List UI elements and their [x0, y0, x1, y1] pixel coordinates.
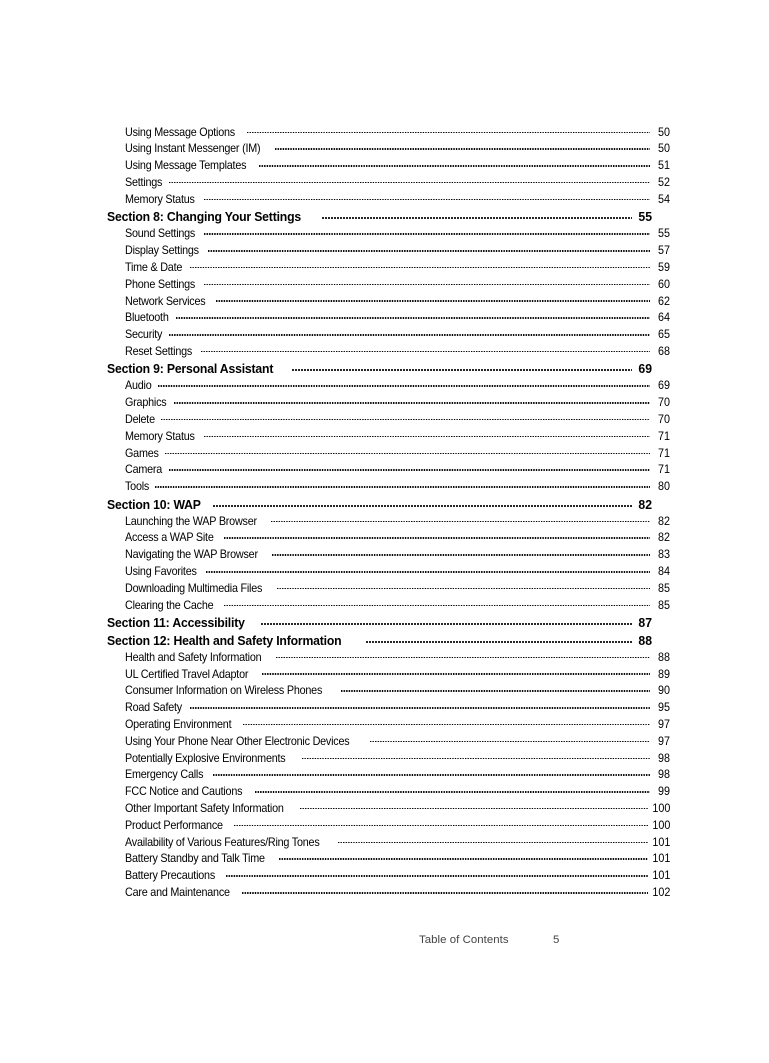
- toc-entry-page-number: 83: [657, 548, 670, 562]
- dot-leader: [204, 276, 650, 288]
- toc-entry-row[interactable]: [107, 530, 670, 547]
- toc-entry-page-number: 98: [657, 751, 670, 765]
- toc-entry-row[interactable]: [107, 445, 670, 462]
- toc-entry-row[interactable]: [107, 834, 670, 851]
- toc-entry-row[interactable]: [107, 716, 670, 733]
- toc-entry-label: Consumer Information on Wireless Phones: [125, 684, 323, 698]
- toc-entry-page-number: 70: [657, 412, 670, 426]
- toc-entry-row[interactable]: [107, 750, 670, 767]
- toc-entry-label: Navigating the WAP Browser: [125, 548, 258, 562]
- toc-entry-label: Operating Environment: [125, 717, 232, 731]
- toc-entry-label: Using Message Options: [125, 125, 235, 139]
- toc-entry-row[interactable]: [107, 884, 670, 901]
- toc-entry-page-number: 54: [657, 192, 670, 206]
- toc-entry-page-number: 95: [657, 701, 670, 715]
- toc-entry-label: Network Services: [125, 294, 206, 308]
- toc-entry-label: Section 8: Changing Your Settings: [107, 209, 302, 225]
- toc-entry-page-number: 84: [657, 565, 670, 579]
- toc-entry-page-number: 64: [657, 311, 670, 325]
- toc-entry-row[interactable]: [107, 683, 670, 700]
- dot-leader: [204, 226, 650, 238]
- toc-entry-label: Bluetooth: [125, 311, 169, 325]
- toc-entry-page-number: 88: [638, 632, 652, 648]
- dot-leader: [292, 360, 632, 373]
- toc-entry-page-number: 68: [657, 344, 670, 358]
- dot-leader: [243, 716, 650, 728]
- toc-entry-label: Display Settings: [125, 244, 199, 258]
- dot-leader: [174, 395, 650, 407]
- dot-leader: [169, 462, 650, 474]
- toc-entry-page-number: 55: [657, 227, 670, 241]
- toc-entry-row[interactable]: [107, 513, 670, 530]
- toc-entry-row[interactable]: [107, 310, 670, 327]
- footer-page-number: 5: [553, 934, 560, 946]
- toc-entry-label: Security: [125, 328, 163, 342]
- dot-leader: [169, 174, 650, 186]
- toc-entry-row[interactable]: [107, 733, 670, 750]
- toc-entry-page-number: 90: [657, 684, 670, 698]
- page-footer: [0, 934, 769, 954]
- toc-entry-label: Using Message Templates: [125, 159, 247, 173]
- dot-leader: [165, 445, 650, 457]
- dot-leader: [261, 614, 632, 627]
- toc-entry-page-number: 70: [657, 396, 670, 410]
- toc-entry-row[interactable]: [107, 327, 670, 344]
- toc-entry-row[interactable]: [107, 800, 670, 817]
- toc-entry-label: Access a WAP Site: [125, 531, 214, 545]
- toc-entry-label: Audio: [125, 379, 152, 393]
- toc-section-row[interactable]: [107, 632, 652, 650]
- dot-leader: [271, 513, 650, 525]
- toc-entry-page-number: 89: [657, 667, 670, 681]
- toc-entry-page-number: 60: [657, 277, 670, 291]
- toc-entry-row[interactable]: [107, 395, 670, 412]
- dot-leader: [300, 800, 648, 812]
- dot-leader: [272, 547, 650, 559]
- toc-entry-label: Section 9: Personal Assistant: [107, 361, 274, 377]
- toc-entry-label: Phone Settings: [125, 277, 196, 291]
- dot-leader: [204, 428, 650, 440]
- toc-entry-row[interactable]: [107, 343, 670, 360]
- toc-entry-page-number: 98: [657, 768, 670, 782]
- toc-entry-label: Downloading Multimedia Files: [125, 581, 263, 595]
- toc-entry-label: Other Important Safety Information: [125, 802, 284, 815]
- toc-entry-page-number: 82: [657, 531, 670, 545]
- toc-entry-label: Delete: [125, 412, 155, 426]
- toc-entry-label: Emergency Calls: [125, 768, 204, 782]
- dot-leader: [370, 733, 650, 745]
- toc-entry-label: Tools: [125, 480, 150, 494]
- toc-entry-page-number: 99: [657, 785, 670, 799]
- toc-entry-row[interactable]: [107, 700, 670, 717]
- dot-leader: [338, 834, 648, 846]
- toc-entry-row[interactable]: [107, 479, 670, 496]
- toc-entry-label: Availability of Various Features/Ring Tones: [125, 835, 320, 849]
- dot-leader: [216, 293, 651, 305]
- toc-entry-label: Settings: [125, 176, 163, 190]
- toc-entry-row[interactable]: [107, 226, 670, 243]
- toc-entry-label: Memory Status: [125, 429, 195, 443]
- toc-entry-label: Clearing the Cache: [125, 598, 214, 612]
- toc-entry-label: Graphics: [125, 396, 167, 410]
- toc-entry-row[interactable]: [107, 124, 670, 141]
- toc-entry-row[interactable]: [107, 851, 670, 868]
- toc-entry-row[interactable]: [107, 158, 670, 175]
- toc-entry-label: Camera: [125, 463, 163, 477]
- dot-leader: [176, 310, 650, 322]
- toc-entry-row[interactable]: [107, 563, 670, 580]
- toc-entry-page-number: 51: [657, 159, 670, 173]
- toc-entry-row[interactable]: [107, 868, 670, 885]
- toc-entry-label: Memory Status: [125, 192, 195, 206]
- dot-leader: [262, 666, 651, 678]
- dot-leader: [226, 868, 648, 880]
- dot-leader: [341, 683, 650, 695]
- toc-entry-page-number: 102: [652, 886, 670, 900]
- toc-entry-row[interactable]: [107, 784, 670, 801]
- toc-entry-page-number: 55: [638, 209, 652, 225]
- toc-entry-page-number: 97: [657, 734, 670, 748]
- toc-entry-page-number: 69: [638, 361, 652, 377]
- toc-entry-label: Games: [125, 446, 159, 460]
- toc-entry-row[interactable]: [107, 580, 670, 597]
- dot-leader: [201, 343, 650, 355]
- toc-entry-page-number: 100: [652, 802, 670, 815]
- toc-entry-row[interactable]: [107, 293, 670, 310]
- toc-entry-page-number: 65: [657, 328, 670, 342]
- toc-entry-row[interactable]: [107, 378, 670, 395]
- footer-title: Table of Contents: [419, 934, 509, 946]
- toc-entry-page-number: 87: [638, 615, 652, 631]
- toc-section-row[interactable]: [107, 360, 652, 378]
- toc-entry-label: Using Instant Messenger (IM): [125, 142, 261, 156]
- dot-leader: [302, 750, 650, 762]
- toc-entry-label: Section 10: WAP: [107, 496, 201, 512]
- dot-leader: [155, 479, 650, 491]
- toc-entry-label: Using Your Phone Near Other Electronic Devices: [125, 734, 350, 748]
- toc-entry-row[interactable]: [107, 174, 670, 191]
- dot-leader: [213, 495, 632, 508]
- toc-entry-page-number: 52: [657, 176, 670, 190]
- toc-entry-row[interactable]: [107, 597, 670, 614]
- toc-section-row[interactable]: [107, 208, 652, 226]
- toc-entry-label: Potentially Explosive Environments: [125, 751, 286, 765]
- toc-entry-row[interactable]: [107, 276, 670, 293]
- toc-section-row[interactable]: [107, 614, 652, 632]
- toc-entry-label: UL Certified Travel Adaptor: [125, 667, 249, 681]
- dot-leader: [242, 884, 648, 896]
- dot-leader: [276, 649, 650, 661]
- toc-entry-label: Reset Settings: [125, 344, 193, 358]
- toc-entry-label: Using Favorites: [125, 565, 197, 579]
- toc-entry-page-number: 88: [657, 650, 670, 664]
- toc-entry-page-number: 101: [652, 835, 670, 849]
- toc-entry-page-number: 97: [657, 717, 670, 731]
- dot-leader: [158, 378, 651, 390]
- dot-leader: [259, 158, 650, 170]
- dot-leader: [322, 208, 632, 221]
- toc-entry-label: Product Performance: [125, 818, 223, 832]
- toc-entry-page-number: 85: [657, 598, 670, 612]
- dot-leader: [208, 242, 650, 254]
- dot-leader: [366, 632, 632, 645]
- toc-section-row[interactable]: [107, 495, 652, 513]
- toc-entry-label: Care and Maintenance: [125, 886, 230, 900]
- dot-leader: [277, 580, 650, 592]
- toc-entry-label: Battery Precautions: [125, 869, 216, 883]
- toc-entry-label: Time & Date: [125, 260, 183, 274]
- toc-entry-page-number: 71: [657, 463, 670, 477]
- toc-entry-label: Section 11: Accessibility: [107, 615, 245, 631]
- toc-entry-page-number: 71: [657, 446, 670, 460]
- toc-entry-label: Road Safety: [125, 701, 182, 715]
- toc-entry-row[interactable]: [107, 767, 670, 784]
- toc-entry-page-number: 50: [657, 142, 670, 156]
- toc-entry-row[interactable]: [107, 411, 670, 428]
- toc-entry-row[interactable]: [107, 191, 670, 208]
- toc-entry-page-number: 62: [657, 294, 670, 308]
- dot-leader: [161, 411, 650, 423]
- toc-entry-row[interactable]: [107, 547, 670, 564]
- dot-leader: [224, 597, 650, 609]
- dot-leader: [255, 784, 650, 796]
- toc-entry-page-number: 59: [657, 260, 670, 274]
- toc-entry-page-number: 57: [657, 244, 670, 258]
- dot-leader: [224, 530, 650, 542]
- toc-entry-row[interactable]: [107, 649, 670, 666]
- toc-entry-row[interactable]: [107, 259, 670, 276]
- toc-entry-row[interactable]: [107, 462, 670, 479]
- dot-leader: [247, 124, 650, 136]
- dot-leader: [275, 141, 650, 153]
- toc-entry-row[interactable]: [107, 666, 670, 683]
- toc-entry-row[interactable]: [107, 242, 670, 259]
- dot-leader: [190, 700, 650, 712]
- toc-entry-page-number: 101: [652, 869, 670, 883]
- dot-leader: [234, 817, 648, 829]
- toc-entry-page-number: 101: [652, 852, 670, 866]
- toc-entry-row[interactable]: [107, 817, 670, 834]
- dot-leader: [279, 851, 647, 863]
- toc-entry-row[interactable]: [107, 141, 670, 158]
- toc-entry-page-number: 85: [657, 581, 670, 595]
- toc-entry-label: Battery Standby and Talk Time: [125, 852, 265, 866]
- dot-leader: [169, 327, 650, 339]
- toc-entry-page-number: 69: [657, 379, 670, 393]
- toc-entry-label: FCC Notice and Cautions: [125, 785, 243, 799]
- toc-entry-page-number: 100: [652, 818, 670, 832]
- dot-leader: [206, 563, 650, 575]
- toc-entry-page-number: 80: [657, 480, 670, 494]
- toc-entry-page-number: 82: [657, 514, 670, 528]
- toc-entry-page-number: 82: [638, 496, 652, 512]
- toc-entry-label: Health and Safety Information: [125, 650, 262, 664]
- toc-entry-row[interactable]: [107, 428, 670, 445]
- toc-entry-label: Launching the WAP Browser: [125, 514, 257, 528]
- dot-leader: [204, 191, 650, 203]
- toc-entry-label: Section 12: Health and Safety Information: [107, 632, 342, 648]
- dot-leader: [213, 767, 650, 779]
- toc-entry-page-number: 71: [657, 429, 670, 443]
- toc-entry-label: Sound Settings: [125, 227, 196, 241]
- dot-leader: [190, 259, 650, 271]
- table-of-contents-list: [107, 124, 670, 901]
- toc-entry-page-number: 50: [657, 125, 670, 139]
